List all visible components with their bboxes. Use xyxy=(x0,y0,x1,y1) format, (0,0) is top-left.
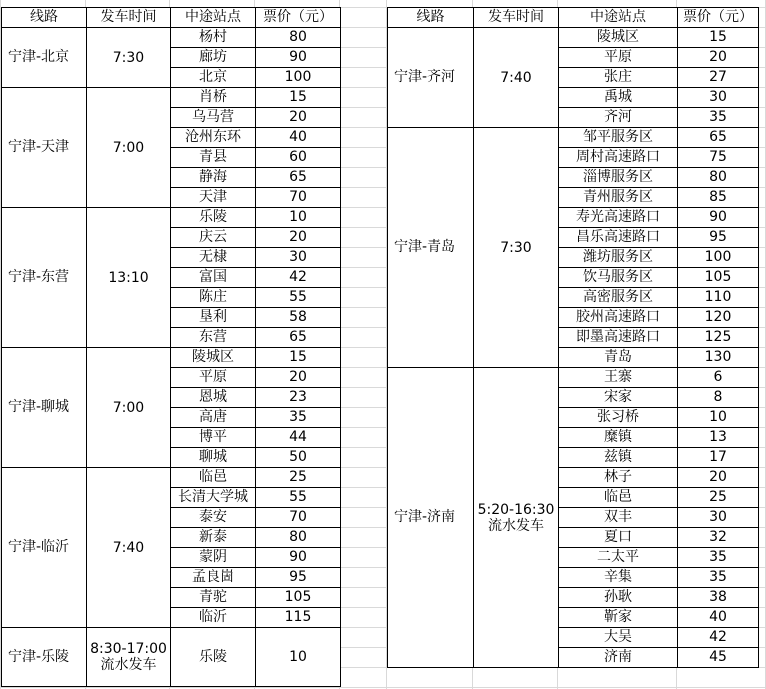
stop-name-cell: 禹城 xyxy=(559,88,678,108)
price-cell: 90 xyxy=(256,48,341,68)
route-cell: 宁津-聊城 xyxy=(2,348,87,468)
price-cell: 20 xyxy=(256,228,341,248)
stop-name-cell: 寿光高速路口 xyxy=(559,208,678,228)
stop-name-cell: 博平 xyxy=(171,428,256,448)
price-cell: 105 xyxy=(678,268,759,288)
table-row xyxy=(388,128,759,148)
price-cell: 130 xyxy=(678,348,759,368)
price-cell: 25 xyxy=(678,488,759,508)
price-cell: 35 xyxy=(256,408,341,428)
price-cell: 27 xyxy=(678,68,759,88)
table-row xyxy=(2,208,341,228)
stop-name-cell: 青县 xyxy=(171,148,256,168)
price-cell: 115 xyxy=(256,608,341,628)
stop-name-cell: 乐陵 xyxy=(171,208,256,228)
stop-name-cell: 潍坊服务区 xyxy=(559,248,678,268)
stop-name-cell: 天津 xyxy=(171,188,256,208)
price-cell: 70 xyxy=(256,508,341,528)
price-cell: 65 xyxy=(678,128,759,148)
stop-name-cell: 济南 xyxy=(559,648,678,668)
stop-name-cell: 齐河 xyxy=(559,108,678,128)
fare-table-right xyxy=(387,7,759,668)
stop-name-cell: 富国 xyxy=(171,268,256,288)
price-cell: 8 xyxy=(678,388,759,408)
stop-name-cell: 长清大学城 xyxy=(171,488,256,508)
stop-name-cell: 乌马营 xyxy=(171,108,256,128)
departure-time-cell: 7:00 xyxy=(87,88,171,208)
price-cell: 95 xyxy=(678,228,759,248)
stop-name-cell: 青州服务区 xyxy=(559,188,678,208)
route-cell: 宁津-天津 xyxy=(2,88,87,208)
price-cell: 42 xyxy=(678,628,759,648)
table-row xyxy=(2,348,341,368)
fare-table-left xyxy=(1,7,341,687)
price-cell: 55 xyxy=(256,288,341,308)
price-cell: 45 xyxy=(678,648,759,668)
price-cell: 90 xyxy=(678,208,759,228)
stop-name-cell: 泰安 xyxy=(171,508,256,528)
price-cell: 17 xyxy=(678,448,759,468)
stop-name-cell: 蒙阴 xyxy=(171,548,256,568)
stop-name-cell: 聊城 xyxy=(171,448,256,468)
stop-name-cell: 庆云 xyxy=(171,228,256,248)
header-row xyxy=(388,8,759,28)
route-cell: 宁津-北京 xyxy=(2,28,87,88)
stop-name-cell: 宋家 xyxy=(559,388,678,408)
price-cell: 38 xyxy=(678,588,759,608)
stop-name-cell: 林子 xyxy=(559,468,678,488)
price-cell: 80 xyxy=(256,28,341,48)
stop-name-cell: 陵城区 xyxy=(559,28,678,48)
stop-name-cell: 饮马服务区 xyxy=(559,268,678,288)
stop-name-cell: 二太平 xyxy=(559,548,678,568)
price-cell: 40 xyxy=(256,128,341,148)
price-cell: 70 xyxy=(256,188,341,208)
price-cell: 10 xyxy=(256,208,341,228)
stop-name-cell: 临邑 xyxy=(171,468,256,488)
header-stop: 中途站点 xyxy=(171,8,256,28)
stop-name-cell: 垦利 xyxy=(171,308,256,328)
stop-name-cell: 廊坊 xyxy=(171,48,256,68)
price-cell: 80 xyxy=(256,528,341,548)
price-cell: 95 xyxy=(256,568,341,588)
price-cell: 85 xyxy=(678,188,759,208)
price-cell: 75 xyxy=(678,148,759,168)
header-route: 线路 xyxy=(2,8,87,28)
stop-name-cell: 陈庄 xyxy=(171,288,256,308)
route-cell: 宁津-青岛 xyxy=(388,128,474,368)
price-cell: 42 xyxy=(256,268,341,288)
price-cell: 35 xyxy=(678,568,759,588)
price-cell: 20 xyxy=(256,368,341,388)
departure-time-cell: 7:40 xyxy=(87,468,171,628)
price-cell: 13 xyxy=(678,428,759,448)
stop-name-cell: 兹镇 xyxy=(559,448,678,468)
stop-name-cell: 昌乐高速路口 xyxy=(559,228,678,248)
price-cell: 20 xyxy=(256,108,341,128)
price-cell: 80 xyxy=(678,168,759,188)
header-route: 线路 xyxy=(388,8,474,28)
header-price: 票价（元） xyxy=(678,8,759,28)
departure-time-cell: 8:30-17:00 流水发车 xyxy=(87,628,171,687)
price-cell: 60 xyxy=(256,148,341,168)
left-table-body xyxy=(2,28,341,687)
price-cell: 90 xyxy=(256,548,341,568)
stop-name-cell: 东营 xyxy=(171,328,256,348)
stop-name-cell: 静海 xyxy=(171,168,256,188)
route-cell: 宁津-乐陵 xyxy=(2,628,87,687)
departure-time-cell: 13:10 xyxy=(87,208,171,348)
table-row xyxy=(2,88,341,108)
price-cell: 23 xyxy=(256,388,341,408)
price-cell: 100 xyxy=(256,68,341,88)
table-row xyxy=(2,468,341,488)
price-cell: 110 xyxy=(678,288,759,308)
table-row xyxy=(388,28,759,48)
stop-name-cell: 陵城区 xyxy=(171,348,256,368)
stop-name-cell: 高唐 xyxy=(171,408,256,428)
stop-name-cell: 张习桥 xyxy=(559,408,678,428)
stop-name-cell: 辛集 xyxy=(559,568,678,588)
route-cell: 宁津-济南 xyxy=(388,368,474,668)
stop-name-cell: 高密服务区 xyxy=(559,288,678,308)
stop-name-cell: 无棣 xyxy=(171,248,256,268)
stop-name-cell: 夏口 xyxy=(559,528,678,548)
price-cell: 65 xyxy=(256,328,341,348)
price-cell: 10 xyxy=(678,408,759,428)
price-cell: 55 xyxy=(256,488,341,508)
stop-name-cell: 即墨高速路口 xyxy=(559,328,678,348)
stop-name-cell: 淄博服务区 xyxy=(559,168,678,188)
departure-time-cell: 7:30 xyxy=(474,128,559,368)
stop-name-cell: 糜镇 xyxy=(559,428,678,448)
price-cell: 40 xyxy=(678,608,759,628)
stop-name-cell: 临沂 xyxy=(171,608,256,628)
departure-time-cell: 7:00 xyxy=(87,348,171,468)
stop-name-cell: 张庄 xyxy=(559,68,678,88)
stop-name-cell: 大吴 xyxy=(559,628,678,648)
price-cell: 20 xyxy=(678,48,759,68)
price-cell: 15 xyxy=(256,88,341,108)
price-cell: 15 xyxy=(678,28,759,48)
route-cell: 宁津-东营 xyxy=(2,208,87,348)
header-stop: 中途站点 xyxy=(559,8,678,28)
price-cell: 25 xyxy=(256,468,341,488)
header-price: 票价（元） xyxy=(256,8,341,28)
price-cell: 15 xyxy=(256,348,341,368)
departure-time-cell: 5:20-16:30 流水发车 xyxy=(474,368,559,668)
price-cell: 32 xyxy=(678,528,759,548)
stop-name-cell: 临邑 xyxy=(559,488,678,508)
stop-name-cell: 杨村 xyxy=(171,28,256,48)
table-row xyxy=(388,368,759,388)
route-cell: 宁津-临沂 xyxy=(2,468,87,628)
stop-name-cell: 沧州东环 xyxy=(171,128,256,148)
price-cell: 30 xyxy=(678,88,759,108)
stop-name-cell: 新泰 xyxy=(171,528,256,548)
stop-name-cell: 靳家 xyxy=(559,608,678,628)
stop-name-cell: 青岛 xyxy=(559,348,678,368)
stop-name-cell: 邹平服务区 xyxy=(559,128,678,148)
table-row xyxy=(2,628,341,687)
price-cell: 50 xyxy=(256,448,341,468)
price-cell: 58 xyxy=(256,308,341,328)
stop-name-cell: 双丰 xyxy=(559,508,678,528)
price-cell: 10 xyxy=(256,628,341,687)
price-cell: 30 xyxy=(256,248,341,268)
table-row xyxy=(2,28,341,48)
stop-name-cell: 北京 xyxy=(171,68,256,88)
price-cell: 30 xyxy=(678,508,759,528)
departure-time-cell: 7:30 xyxy=(87,28,171,88)
stop-name-cell: 乐陵 xyxy=(171,628,256,687)
departure-time-cell: 7:40 xyxy=(474,28,559,128)
stop-name-cell: 平原 xyxy=(171,368,256,388)
header-time: 发车时间 xyxy=(87,8,171,28)
header-row xyxy=(2,8,341,28)
stop-name-cell: 孙耿 xyxy=(559,588,678,608)
stop-name-cell: 胶州高速路口 xyxy=(559,308,678,328)
stop-name-cell: 恩城 xyxy=(171,388,256,408)
price-cell: 44 xyxy=(256,428,341,448)
stop-name-cell: 周村高速路口 xyxy=(559,148,678,168)
gridline-horizontal xyxy=(0,687,766,688)
price-cell: 65 xyxy=(256,168,341,188)
stop-name-cell: 青驼 xyxy=(171,588,256,608)
price-cell: 35 xyxy=(678,108,759,128)
stop-name-cell: 肖桥 xyxy=(171,88,256,108)
stop-name-cell: 王寨 xyxy=(559,368,678,388)
right-table-body xyxy=(388,28,759,668)
price-cell: 100 xyxy=(678,248,759,268)
route-cell: 宁津-齐河 xyxy=(388,28,474,128)
price-cell: 20 xyxy=(678,468,759,488)
stop-name-cell: 平原 xyxy=(559,48,678,68)
price-cell: 6 xyxy=(678,368,759,388)
header-time: 发车时间 xyxy=(474,8,559,28)
price-cell: 120 xyxy=(678,308,759,328)
price-cell: 35 xyxy=(678,548,759,568)
stop-name-cell: 孟良崮 xyxy=(171,568,256,588)
price-cell: 125 xyxy=(678,328,759,348)
price-cell: 105 xyxy=(256,588,341,608)
